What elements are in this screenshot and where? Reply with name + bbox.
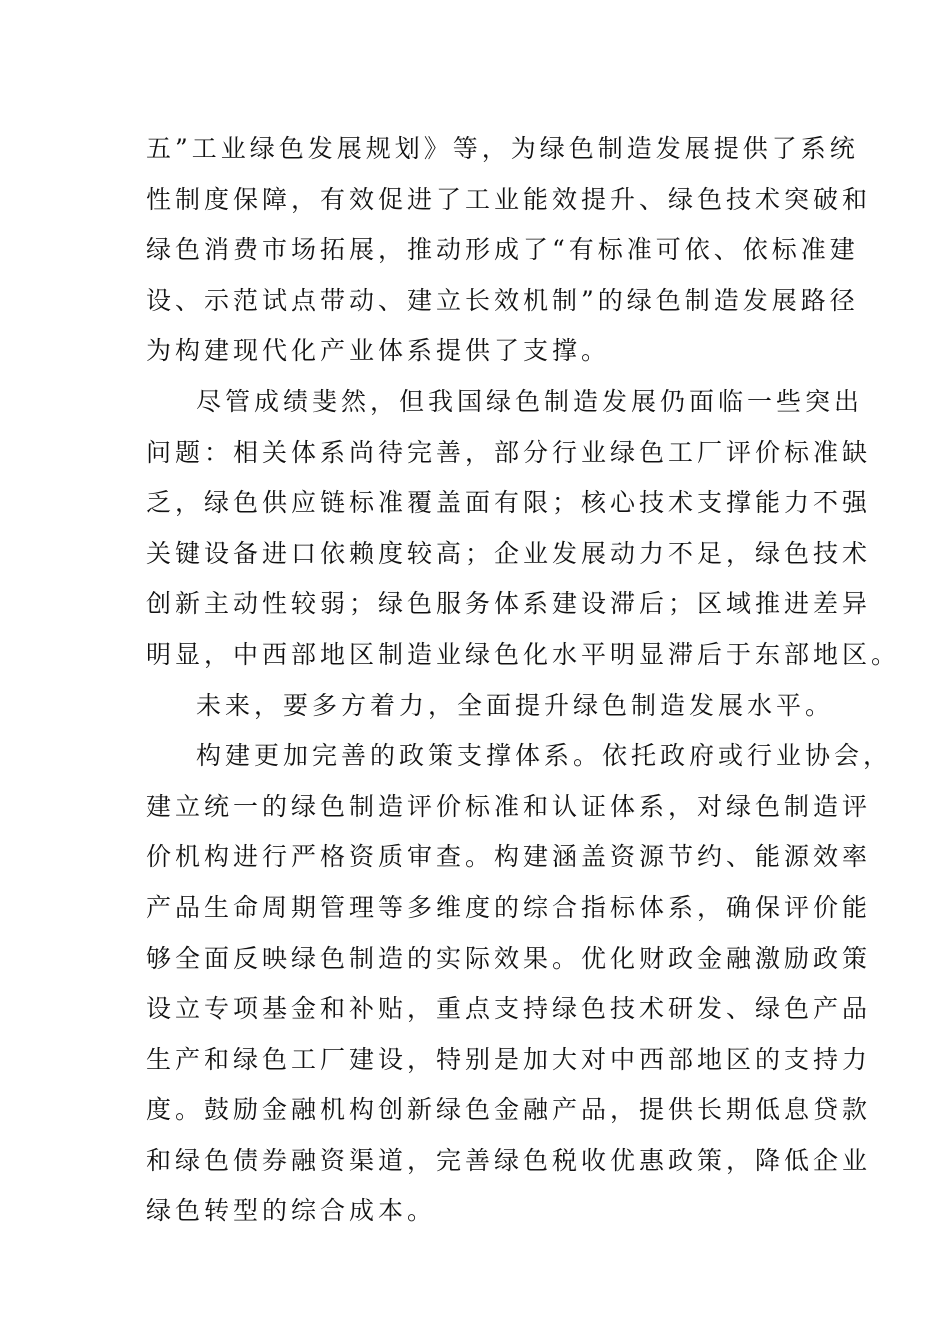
text-line: 为构建现代化产业体系提供了支撑。: [146, 336, 611, 366]
text-line: 度。鼓励金融机构创新绿色金融产品，提供长期低息贷款: [146, 1095, 872, 1125]
text-line: 问题：相关体系尚待完善，部分行业绿色工厂评价标准缺: [146, 437, 872, 467]
text-line: 产品生命周期管理等多维度的综合指标体系，确保评价能: [146, 892, 872, 922]
text-line: 绿色消费市场拓展，推动形成了“有标准可依、依标准建: [146, 235, 859, 265]
text-line: 关键设备进口依赖度较高；企业发展动力不足，绿色技术: [146, 538, 872, 568]
text-line: 设立专项基金和补贴，重点支持绿色技术研发、绿色产品: [146, 994, 872, 1024]
text-line: 建立统一的绿色制造评价标准和认证体系，对绿色制造评: [146, 791, 872, 821]
text-line: 够全面反映绿色制造的实际效果。优化财政金融激励政策: [146, 943, 872, 973]
text-line: 绿色转型的综合成本。: [146, 1196, 437, 1226]
paragraph-future: [146, 681, 836, 732]
text-line: 价机构进行严格资质审查。构建涵盖资源节约、能源效率: [146, 842, 872, 872]
text-line: 性制度保障，有效促进了工业能效提升、绿色技术突破和: [146, 184, 872, 214]
text-line: 和绿色债券融资渠道，完善绿色税收优惠政策，降低企业: [146, 1145, 872, 1175]
paragraph-challenges: [146, 377, 901, 681]
text-line: 尽管成绩斐然，但我国绿色制造发展仍面临一些突出: [196, 386, 864, 416]
text-line: 明显，中西部地区制造业绿色化水平明显滞后于东部地区。: [146, 639, 901, 669]
paragraph-continuation: [146, 124, 872, 377]
document-body: [146, 124, 901, 1237]
paragraph-policy: [146, 731, 893, 1237]
text-line: 构建更加完善的政策支撑体系。依托政府或行业协会，: [196, 741, 893, 771]
text-line: 创新主动性较弱；绿色服务体系建设滞后；区域推进差异: [146, 589, 872, 619]
text-line: 五”工业绿色发展规划》等，为绿色制造发展提供了系统: [146, 134, 859, 163]
text-line: 生产和绿色工厂建设，特别是加大对中西部地区的支持力: [146, 1044, 872, 1074]
text-line: 乏，绿色供应链标准覆盖面有限；核心技术支撑能力不强: [146, 488, 872, 518]
text-line: 未来，要多方着力，全面提升绿色制造发展水平。: [196, 690, 835, 720]
text-line: 设、示范试点带动、建立长效机制”的绿色制造发展路径: [146, 285, 859, 315]
